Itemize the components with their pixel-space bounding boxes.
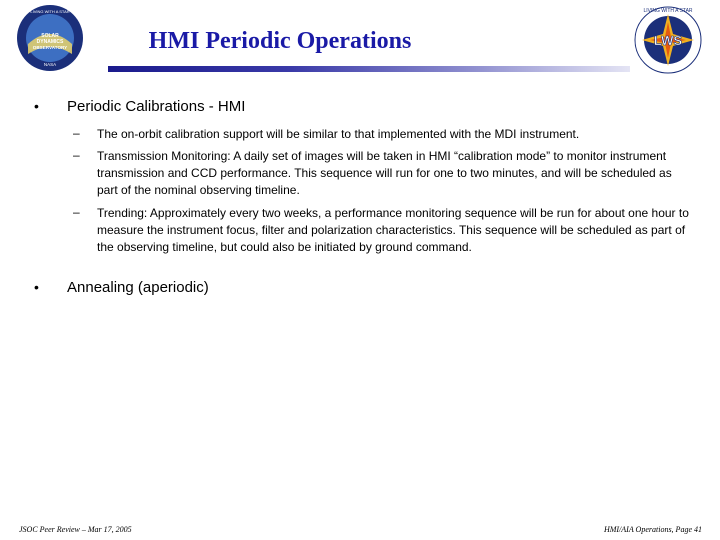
subitem-transmission-monitoring: Transmission Monitoring: A daily set of images will be taken in HMI “calibration mode” to monitor instrument transmission and CCD performance. This sequence will run for one to two minutes, and will be scheduled as part of the nominal observing timeline. bbox=[97, 149, 672, 197]
title-underline-bar bbox=[108, 66, 630, 72]
subitem-onorbit-calibration: The on-orbit calibration support will be similar to that implemented with the MDI instrument. bbox=[97, 127, 580, 141]
footer-left: JSOC Peer Review – Mar 17, 2005 bbox=[19, 525, 132, 534]
sdo-logo-ring-text: LIVING WITH A STAR bbox=[30, 9, 70, 14]
sdo-logo-text-2: DYNAMICS bbox=[36, 39, 64, 45]
sdo-logo-nasa: NASA bbox=[43, 62, 57, 67]
lws-logo bbox=[632, 4, 704, 76]
lws-logo-text: LWS bbox=[653, 33, 683, 48]
bullet-annealing: Annealing (aperiodic) bbox=[67, 279, 209, 296]
subitem-trending: Trending: Approximately every two weeks, a performance monitoring sequence will be run for about one hour to measure the instrument focus, filter and polarization characteristics. This sequence will be scheduled as part of the observing timeline, but could also be initiated by ground command. bbox=[97, 206, 689, 254]
lws-logo-ring-text: LIVING WITH A STAR bbox=[643, 8, 693, 14]
bullet-marker-2: • bbox=[34, 279, 39, 295]
footer-right: HMI/AIA Operations, Page 41 bbox=[603, 525, 702, 534]
sub-marker-1: – bbox=[73, 126, 80, 140]
slide-title: HMI Periodic Operations bbox=[148, 28, 412, 54]
sub-marker-3: – bbox=[73, 205, 80, 219]
bullet-periodic-calibrations: Periodic Calibrations - HMI bbox=[67, 98, 246, 115]
sub-marker-2: – bbox=[73, 148, 80, 162]
sdo-logo-text-1: SOLAR bbox=[41, 33, 59, 39]
bullet-marker-1: • bbox=[34, 98, 39, 114]
sdo-logo-text-3: OBSERVATORY bbox=[32, 45, 68, 50]
